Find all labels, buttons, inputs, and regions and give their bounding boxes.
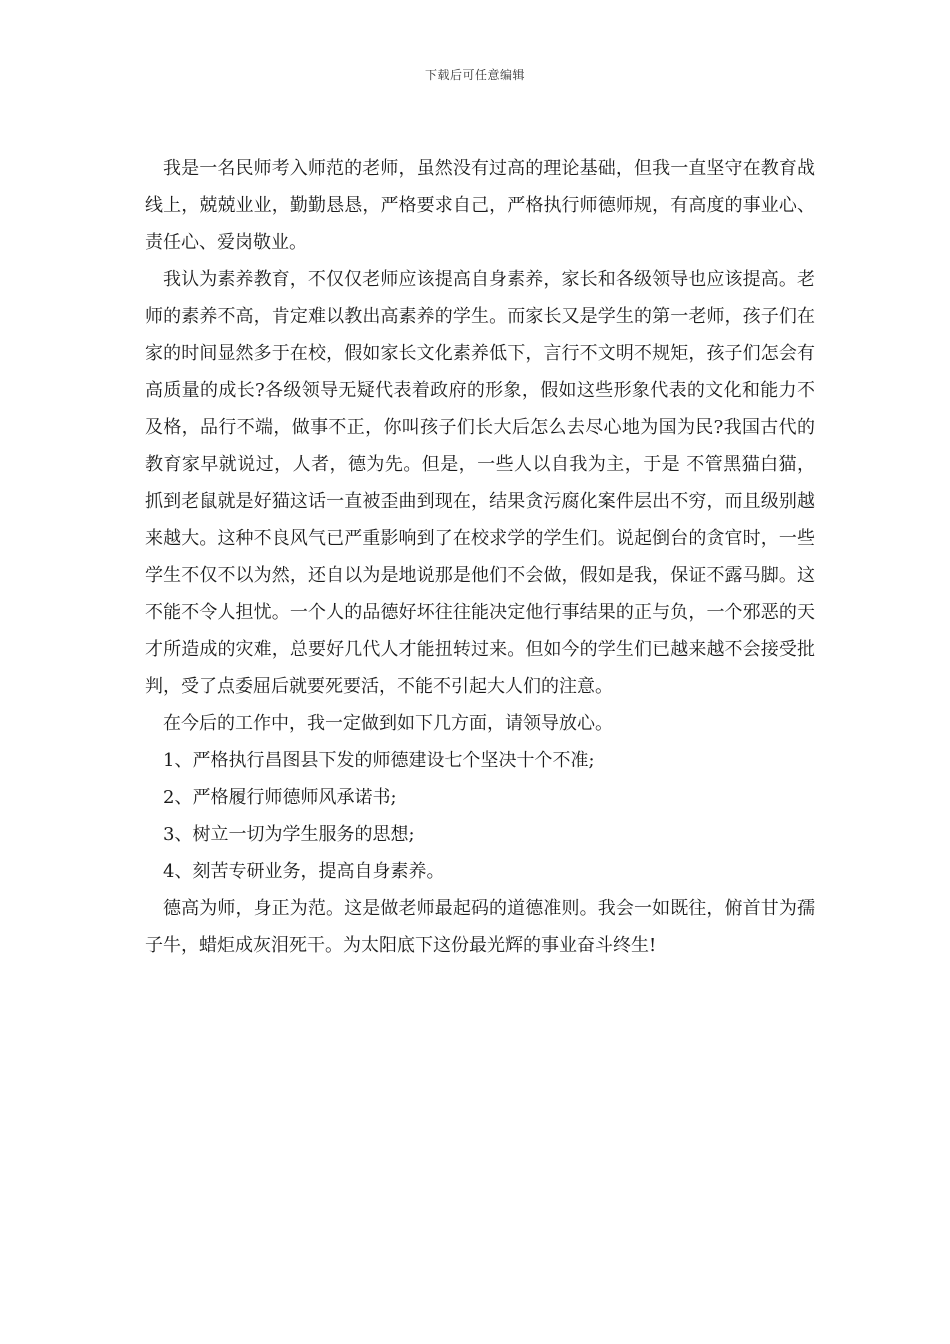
- list-item: 4、刻苦专研业务，提高自身素养。: [163, 861, 445, 882]
- paragraph-closing: 德高为师，身正为范。这是做老师最起码的道德准则。我会一如既往，俯首甘为孺子牛，蜡炬成灰泪死干。为太阳底下这份最光辉的事业奋斗终生!: [145, 898, 815, 956]
- paragraph-main: 我认为素养教育，不仅仅老师应该提高自身素养，家长和各级领导也应该提高。老师的素养不高，肯定难以教出高素养的学生。而家长又是学生的第一老师，孩子们在家的时间显然多于在校，假如家长文化素养低下，言行不文明不规矩，孩子们怎会有高质量的成长?各级领导无疑代表着政府的形象，假如这些形象代表的文化和能力不及格，品行不端，做事不正，你叫孩子们长大后怎么去尽心地为国为民?我国古代的教育家早就说过，人者，德为先。但是，一些人以自我为主，于是 不管黑猫白猫，抓到老鼠就是好猫这话一直被歪曲到现在，结果贪污腐化案件层出不穷，而且级别越来越大。这种不良风气已严重影响到了在校求学的学生们。说起倒台的贪官时，一些学生不仅不以为然，还自以为是地说那是他们不会做，假如是我，保证不露马脚。这不能不令人担忧。一个人的品德好坏往往能决定他行事结果的正与负，一个邪恶的天才所造成的灾难，总要好几代人才能扭转过来。但如今的学生们已越来越不会接受批判，受了点委屈后就要死要活，不能不引起大人们的注意。: [145, 269, 815, 697]
- list-item: 1、严格执行昌图县下发的师德建设七个坚决十个不准;: [163, 750, 595, 771]
- list-item: 3、树立一切为学生服务的思想;: [163, 824, 415, 845]
- page-header: 下载后可任意编辑: [424, 68, 525, 82]
- paragraph-commitment: 在今后的工作中，我一定做到如下几方面，请领导放心。: [163, 713, 613, 734]
- list-item: 2、严格履行师德师风承诺书;: [163, 787, 397, 808]
- paragraph-intro: 我是一名民师考入师范的老师，虽然没有过高的理论基础，但我一直坚守在教育战线上，兢兢业业，勤勤恳恳，严格要求自己，严格执行师德师规，有高度的事业心、责任心、爱岗敬业。: [145, 158, 815, 253]
- document-body: [145, 150, 815, 964]
